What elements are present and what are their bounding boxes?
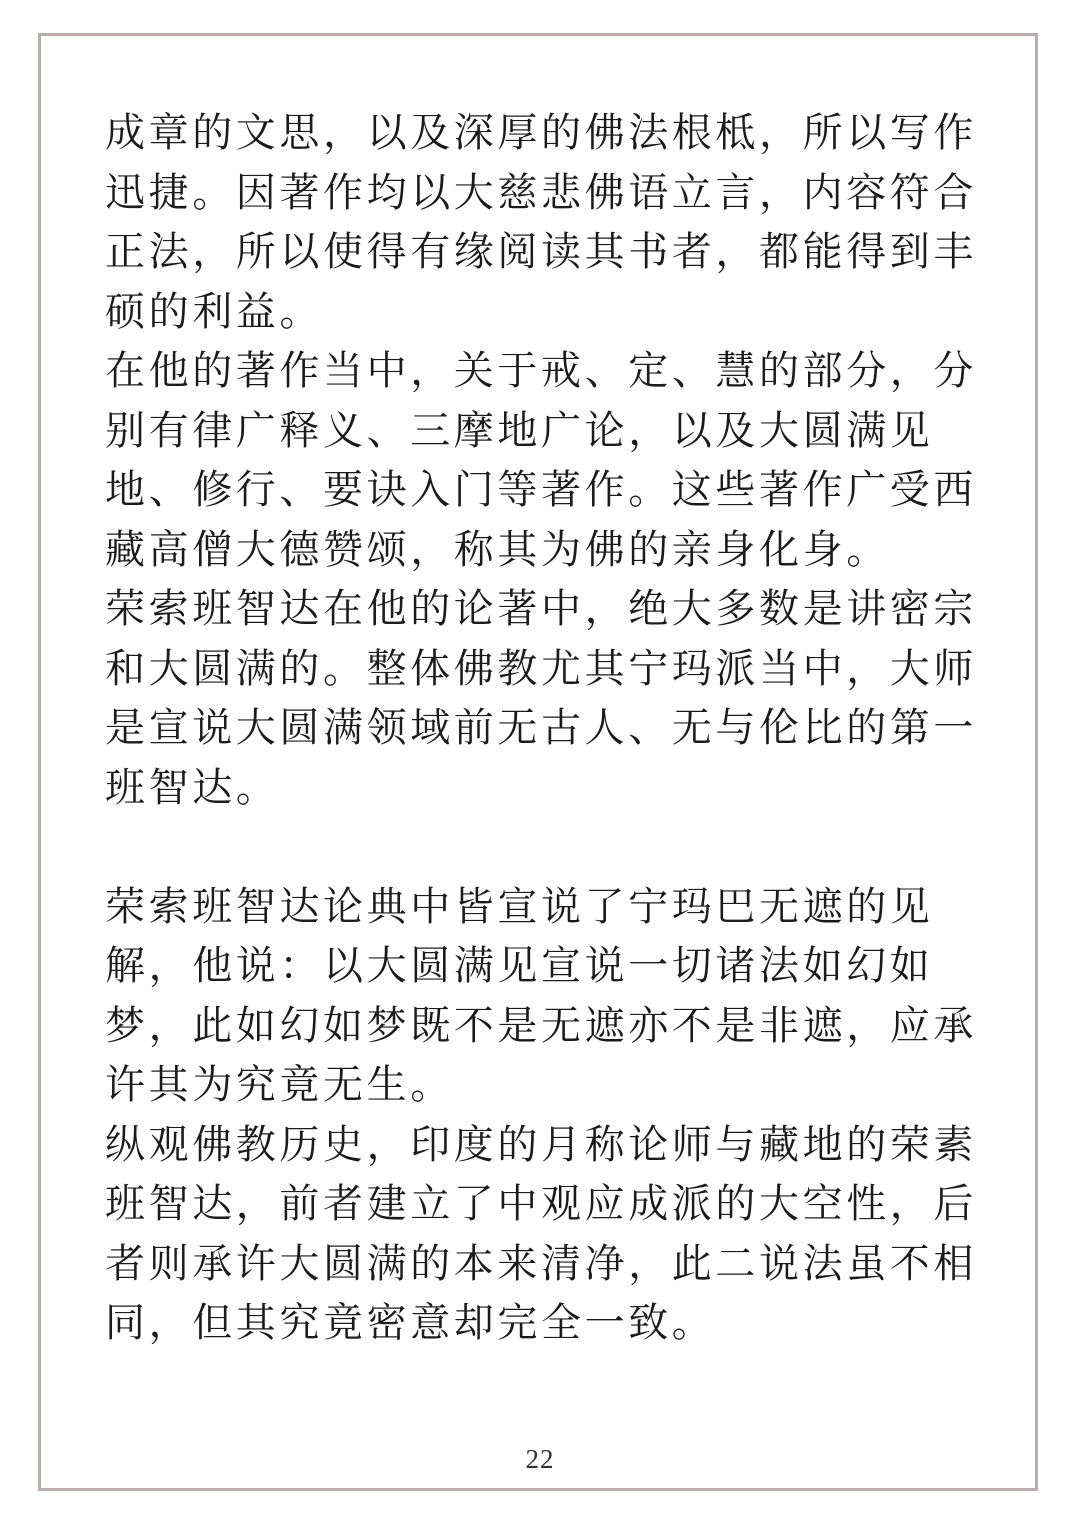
paragraph-4: 荣索班智达论典中皆宣说了宁玛巴无遮的见 解，他说：以大圆满见宣说一切诸法如幻如 梦，此如幻如梦既不是无遮亦不是非遮，应承 许其为究竟无生。 [105,883,977,1108]
paragraph-1: 成章的文思，以及深厚的佛法根柢，所以写作 迅捷。因著作均以大慈悲佛语立言，内容符合 正法，所以使得有缘阅读其书者，都能得到丰 硕的利益。 [105,110,977,335]
paragraph-spacer [105,818,977,878]
paragraph-5: 纵观佛教历史，印度的月称论师与藏地的荣素 班智达，前者建立了中观应成派的大空性，后 者则承许大圆满的本来清净，此二说法虽不相 同，但其究竟密意却完全一致。 [105,1121,977,1346]
page-number: 22 [525,1444,555,1474]
page-body [105,104,977,1354]
paragraph-3: 荣索班智达在他的论著中，绝大多数是讲密宗 和大圆满的。整体佛教尤其宁玛派当中，大师 是宣说大圆满领域前无古人、无与伦比的第一 班智达。 [105,586,977,811]
paragraph-2: 在他的著作当中，关于戒、定、慧的部分，分 别有律广释义、三摩地广论，以及大圆满见 地、修行、要诀入门等著作。这些著作广受西 藏高僧大德赞颂，称其为佛的亲身化身。 [105,348,977,573]
